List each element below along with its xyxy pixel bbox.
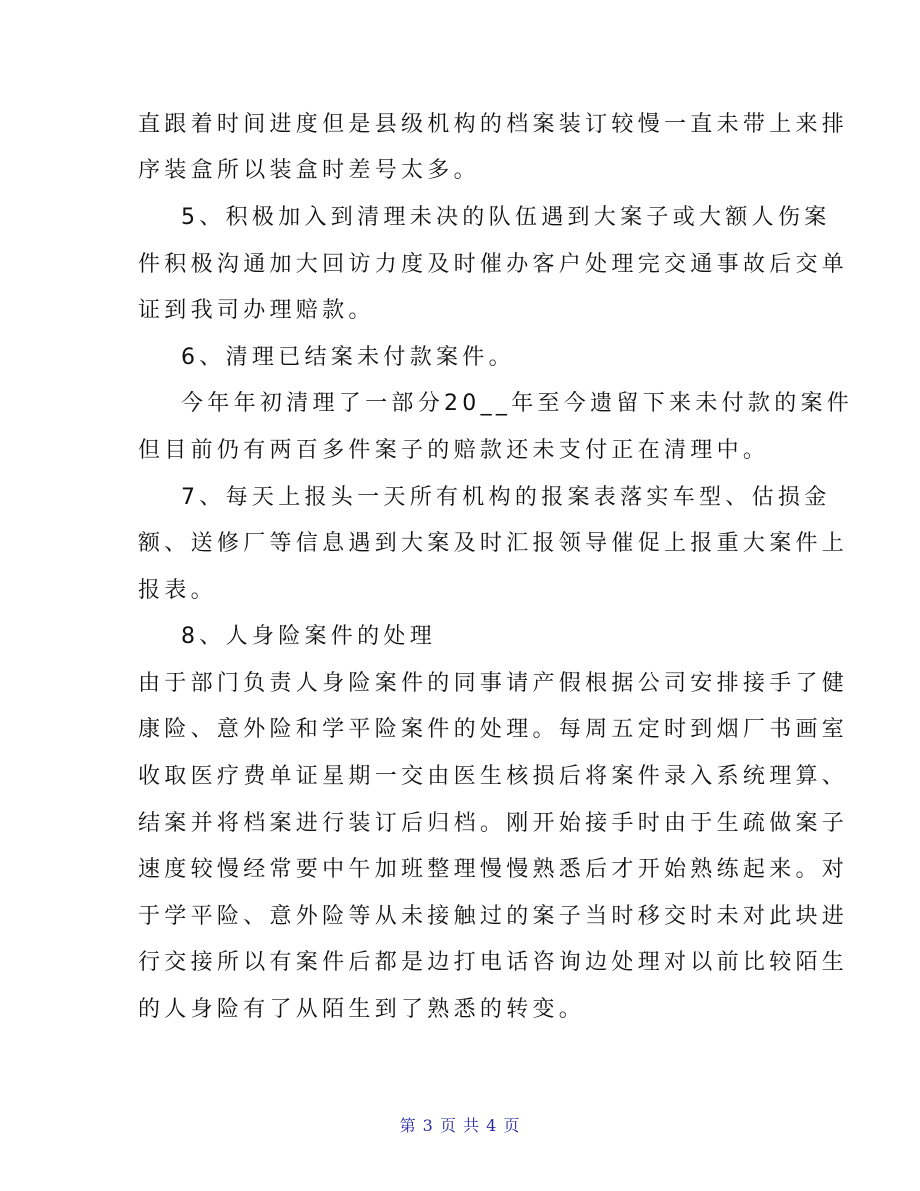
text-line-14: 康险、意外险和学平险案件的处理。每周五定时到烟厂书画室 xyxy=(138,717,849,742)
text-line-12: 8、人身险案件的处理 xyxy=(181,624,436,649)
text-line-10: 额、送修厂等信息遇到大案及时汇报领导催促上报重大案件上 xyxy=(138,531,849,556)
text-line-6: 6、清理已结案未付款案件。 xyxy=(181,345,515,370)
page-number-footer: 第 3 页 共 4 页 xyxy=(399,1116,521,1135)
text-line-19: 行交接所以有案件后都是边打电话咨询边处理对以前比较陌生 xyxy=(138,950,849,975)
text-line-20: 的人身险有了从陌生到了熟悉的转变。 xyxy=(138,997,586,1022)
text-line-4: 件积极沟通加大回访力度及时催办客户处理完交通事故后交单 xyxy=(138,252,849,277)
text-line-17: 速度较慢经常要中午加班整理慢慢熟悉后才开始熟练起来。对 xyxy=(138,857,849,882)
text-line-15: 收取医疗费单证星期一交由医生核损后将案件录入系统理算、 xyxy=(138,764,849,789)
text-line-7: 今年年初清理了一部分20__年至今遗留下来未付款的案件 xyxy=(181,391,854,416)
text-line-8: 但目前仍有两百多件案子的赔款还未支付正在清理中。 xyxy=(138,438,770,463)
text-line-3: 5、积极加入到清理未决的队伍遇到大案子或大额人伤案 xyxy=(181,205,831,230)
text-line-5: 证到我司办理赔款。 xyxy=(138,298,375,323)
text-line-16: 结案并将档案进行装订后归档。刚开始接手时由于生疏做案子 xyxy=(138,811,849,836)
text-line-1: 直跟着时间进度但是县级机构的档案装订较慢一直未带上来排 xyxy=(138,112,849,137)
text-line-18: 于学平险、意外险等从未接触过的案子当时移交时未对此块进 xyxy=(138,904,849,929)
text-line-11: 报表。 xyxy=(138,578,217,603)
text-line-13: 由于部门负责人身险案件的同事请产假根据公司安排接手了健 xyxy=(138,671,849,696)
text-line-9: 7、每天上报头一天所有机构的报案表落实车型、估损金 xyxy=(181,485,831,510)
text-line-2: 序装盒所以装盒时差号太多。 xyxy=(138,158,480,183)
